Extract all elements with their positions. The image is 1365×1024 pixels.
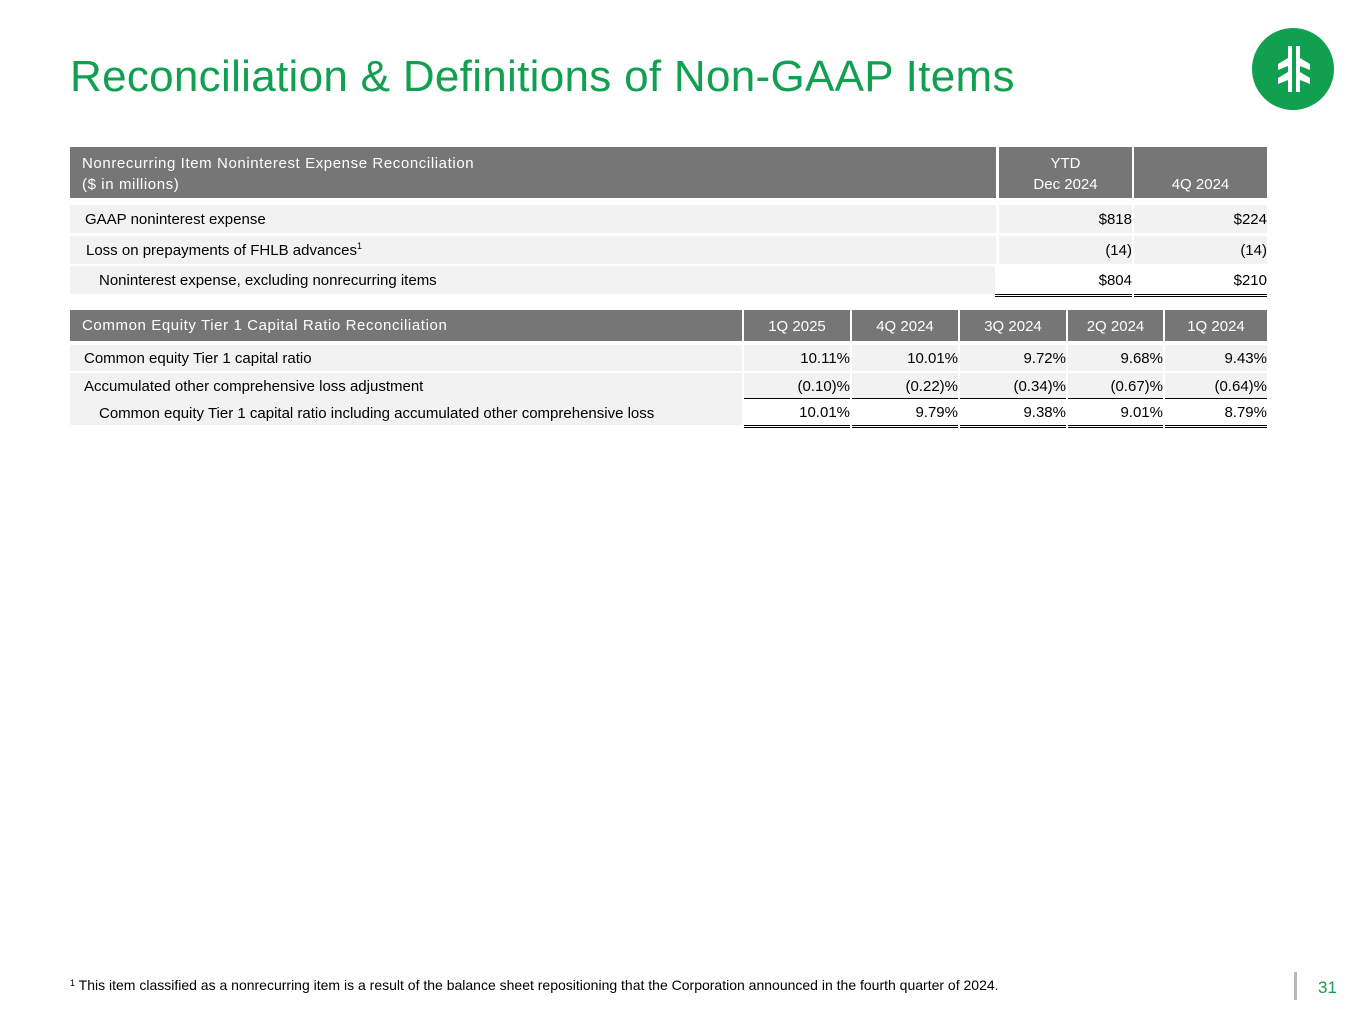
cet1-ratio-table xyxy=(70,310,1267,430)
table2-col: 3Q 2024 xyxy=(960,310,1066,341)
table2-col: 1Q 2025 xyxy=(744,310,850,341)
table1-header-units: ($ in millions) xyxy=(82,176,180,193)
nonrecurring-expense-table xyxy=(70,147,1267,297)
row-label: Noninterest expense, excluding nonrecurring items xyxy=(70,266,996,294)
row-value: 9.43% xyxy=(1165,345,1267,371)
table2-col: 2Q 2024 xyxy=(1068,310,1163,341)
row-label: Common equity Tier 1 capital ratio xyxy=(70,345,742,371)
table-row xyxy=(70,398,1267,428)
footnote-marker: 1 xyxy=(70,978,76,988)
row-value: 8.79% xyxy=(1165,398,1267,428)
row-value: $210 xyxy=(1134,266,1267,297)
table1-col-ytd-line2: Dec 2024 xyxy=(1033,176,1098,193)
row-value: (0.22)% xyxy=(852,373,958,398)
table-row xyxy=(70,236,1267,264)
table-row xyxy=(70,345,1267,371)
row-label: Common equity Tier 1 capital ratio including accumulated other comprehensive loss xyxy=(70,398,742,425)
row-value: (0.34)% xyxy=(960,373,1066,398)
table-row xyxy=(70,373,1267,398)
table-row xyxy=(70,205,1267,233)
table2-header-title: Common Equity Tier 1 Capital Ratio Reconciliation xyxy=(82,317,448,334)
row-value: (0.64)% xyxy=(1165,373,1267,398)
tree-logo-icon xyxy=(1252,28,1334,110)
table2-col: 4Q 2024 xyxy=(852,310,958,341)
page-number-divider xyxy=(1294,972,1297,1000)
table1-col-4q2024-label: 4Q 2024 xyxy=(1171,176,1230,193)
row-value: 9.79% xyxy=(852,398,958,428)
table1-col-4q2024 xyxy=(1134,147,1267,198)
row-value: (0.67)% xyxy=(1068,373,1163,398)
row-value: (14) xyxy=(999,236,1132,264)
page-number: 31 xyxy=(1318,978,1337,997)
table-row xyxy=(70,266,1267,294)
row-label xyxy=(70,236,996,264)
row-value: (0.10)% xyxy=(744,373,850,398)
table1-col-ytd xyxy=(999,147,1132,198)
page-title: Reconciliation & Definitions of Non-GAAP Items xyxy=(70,52,1015,101)
row-value: $804 xyxy=(995,266,1132,297)
row-label: GAAP noninterest expense xyxy=(70,205,996,233)
row-value: 9.68% xyxy=(1068,345,1163,371)
table2-header xyxy=(70,310,742,341)
row-label-text: Loss on prepayments of FHLB advances xyxy=(86,242,357,259)
row-value: $818 xyxy=(999,205,1132,233)
row-value: $224 xyxy=(1134,205,1267,233)
table2-col: 1Q 2024 xyxy=(1165,310,1267,341)
footnote-text: This item classified as a nonrecurring item is a result of the balance sheet repositioning that the Corporation announced in the fourth quarter of 2024. xyxy=(78,977,999,993)
row-value: 10.11% xyxy=(744,345,850,371)
row-value: 9.72% xyxy=(960,345,1066,371)
table1-header xyxy=(70,147,996,198)
row-value: 10.01% xyxy=(744,398,850,428)
row-value: 9.38% xyxy=(960,398,1066,428)
row-label: Accumulated other comprehensive loss adjustment xyxy=(70,373,742,398)
table1-header-title: Nonrecurring Item Noninterest Expense Reconciliation xyxy=(82,155,475,172)
table1-col-ytd-line1: YTD xyxy=(1050,155,1081,172)
footnote xyxy=(70,977,999,993)
row-value: (14) xyxy=(1134,236,1267,264)
row-value: 9.01% xyxy=(1068,398,1163,428)
footnote-marker: 1 xyxy=(356,241,362,251)
row-value: 10.01% xyxy=(852,345,958,371)
